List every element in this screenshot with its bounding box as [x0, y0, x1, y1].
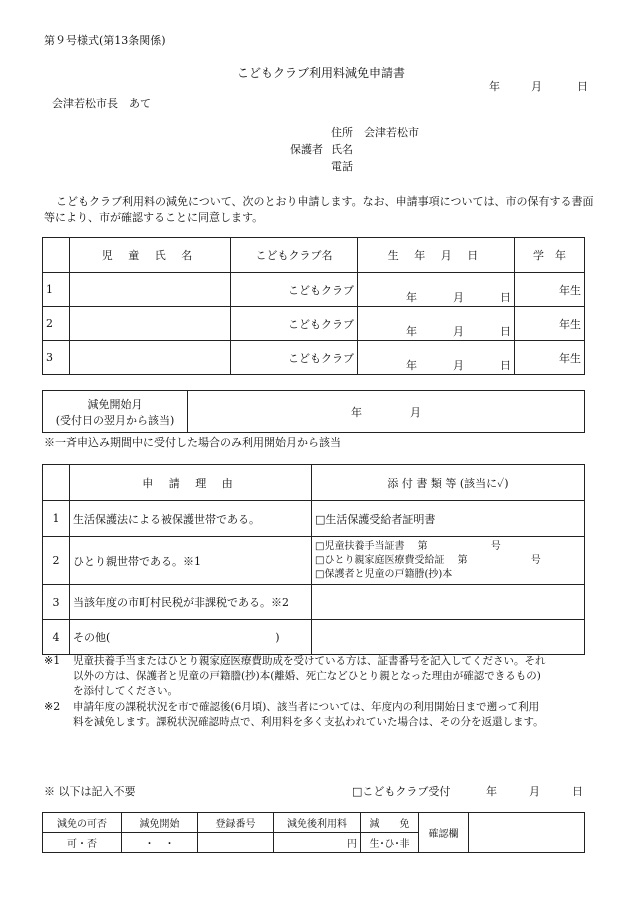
receipt-year-label: 年 [486, 785, 497, 798]
birth-month-label: 月 [453, 358, 464, 372]
club-cell[interactable]: こどもクラブ [231, 307, 358, 341]
start-year-label: 年 [351, 405, 362, 419]
name-label: 氏名 [331, 143, 353, 156]
header-exemption: 減 免 [361, 813, 419, 833]
guardian-label: 保護者 [290, 143, 323, 156]
table-row [43, 273, 585, 307]
row-no: 3 [43, 585, 70, 620]
grade-cell[interactable]: 年生 [515, 341, 585, 375]
birthdate-cell[interactable] [358, 307, 515, 341]
birth-month-label: 月 [453, 324, 464, 338]
club-cell[interactable]: こどもクラブ [231, 341, 358, 375]
child-name-cell[interactable] [70, 341, 231, 375]
table-row [43, 537, 585, 585]
start-month-sublabel: (受付日の翌月から該当) [55, 413, 175, 427]
birth-month-label: 月 [453, 290, 464, 304]
birth-day-label: 日 [500, 290, 511, 304]
checkbox-item[interactable]: □保護者と児童の戸籍謄(抄)本 [315, 568, 453, 580]
table-row [43, 341, 585, 375]
header-fee-after: 減免後利用料 [274, 813, 361, 833]
row-no: 4 [43, 620, 70, 655]
exemption-value[interactable]: 生･ひ･非 [361, 833, 419, 853]
start-month-unit-label: 月 [410, 405, 421, 419]
address-value: 会津若松市 [364, 126, 419, 139]
reason-table [42, 464, 585, 655]
start-month-label-cell [43, 391, 188, 433]
receipt-month-label: 月 [529, 785, 540, 798]
note-mark: ※1 [44, 654, 61, 667]
checkbox-item[interactable]: □ひとり親家庭医療費受給証 第 号 [315, 554, 541, 566]
table-row [43, 307, 585, 341]
addressee: 会津若松市長 あて [52, 97, 151, 110]
header-start: 減免開始 [122, 813, 198, 833]
note-1: 児童扶養手当またはひとり親家庭医療費助成を受けている方は、証書番号を記入してください。それ 以外の方は、保護者と児童の戸籍謄(抄)本(離婚、死亡などひとり親となった理由が確認できるもの) を添付してください。 [73, 655, 546, 697]
reason-cell[interactable]: その他( ) [70, 620, 312, 655]
reason-cell[interactable]: ひとり親世帯である。※1 [70, 537, 312, 585]
receipt-day-label: 日 [572, 785, 583, 798]
reason-cell[interactable]: 当該年度の市町村民税が非課税である。※2 [70, 585, 312, 620]
header-registration-no: 登録番号 [198, 813, 274, 833]
child-name-cell[interactable] [70, 273, 231, 307]
children-table [42, 237, 585, 375]
attachment-cell[interactable] [312, 537, 585, 585]
checkbox-item[interactable]: □生活保護受給者証明書 [315, 512, 436, 526]
header-attachments: 添 付 書 類 等 (該当に✓) [312, 465, 585, 501]
start-value[interactable]: ・ ・ [122, 833, 198, 853]
birth-day-label: 日 [500, 358, 511, 372]
attachment-cell[interactable] [312, 585, 585, 620]
header-no [43, 238, 70, 273]
birthdate-cell[interactable] [358, 341, 515, 375]
form-number: 第９号様式(第13条関係) [44, 34, 166, 47]
office-use-label: ※ 以下は記入不要 [44, 785, 136, 798]
grade-cell[interactable]: 年生 [515, 273, 585, 307]
club-cell[interactable]: こどもクラブ [231, 273, 358, 307]
child-name-cell[interactable] [70, 307, 231, 341]
birth-year-label: 年 [406, 290, 417, 304]
page-title: こどもクラブ利用料減免申請書 [237, 66, 406, 80]
checkbox-item[interactable]: □児童扶養手当証書 第 号 [315, 540, 501, 552]
attachment-cell[interactable] [312, 501, 585, 537]
fee-after-value[interactable]: 円 [274, 833, 361, 853]
approval-value[interactable]: 可・否 [43, 833, 122, 853]
address-label: 住所 [331, 126, 353, 139]
header-no [43, 465, 70, 501]
birth-year-label: 年 [406, 358, 417, 372]
birth-year-label: 年 [406, 324, 417, 338]
birth-day-label: 日 [500, 324, 511, 338]
start-month-note: ※一斉申込み期間中に受付した場合のみ利用開始月から該当 [44, 436, 341, 449]
row-no: 2 [43, 537, 70, 585]
header-club-name: こどもクラブ名 [231, 238, 358, 273]
note-mark: ※2 [44, 700, 61, 713]
club-receipt-checkbox[interactable]: □こどもクラブ受付 [352, 785, 451, 798]
header-approval: 減免の可否 [43, 813, 122, 833]
date-month-label: 月 [531, 80, 542, 93]
phone-label: 電話 [331, 160, 353, 173]
note-2: 申請年度の課税状況を市で確認後(6月頃)、該当者については、年度内の利用開始日まで遡って利用 料を減免します。課税状況確認時点で、利用料を多く支払われていた場合は、その分を返還します。 [73, 701, 544, 728]
row-no: 1 [43, 273, 70, 307]
start-month-value-cell[interactable] [188, 391, 585, 433]
table-row [43, 585, 585, 620]
birthdate-cell[interactable] [358, 273, 515, 307]
intro-line-2: 等により、市が確認することに同意します。 [44, 211, 264, 224]
header-grade: 学 年 [515, 238, 585, 273]
date-year-label: 年 [489, 80, 500, 93]
header-child-name: 児 童 氏 名 [70, 238, 231, 273]
row-no: 2 [43, 307, 70, 341]
office-use-table [42, 812, 585, 853]
attachment-cell[interactable] [312, 620, 585, 655]
date-day-label: 日 [577, 80, 588, 93]
header-birthdate: 生 年 月 日 [358, 238, 515, 273]
header-confirmation: 確認欄 [419, 813, 469, 853]
reason-cell[interactable]: 生活保護法による被保護世帯である。 [70, 501, 312, 537]
row-no: 3 [43, 341, 70, 375]
header-reason: 申 請 理 由 [70, 465, 312, 501]
start-month-table [42, 390, 585, 433]
confirmation-cell[interactable] [469, 813, 585, 853]
table-row [43, 501, 585, 537]
intro-line-1: こどもクラブ利用料の減免について、次のとおり申請します。なお、申請事項については、市の保有する書面 [56, 195, 594, 208]
grade-cell[interactable]: 年生 [515, 307, 585, 341]
start-month-label: 減免開始月 [87, 397, 143, 411]
registration-value[interactable] [198, 833, 274, 853]
row-no: 1 [43, 501, 70, 537]
table-row [43, 620, 585, 655]
